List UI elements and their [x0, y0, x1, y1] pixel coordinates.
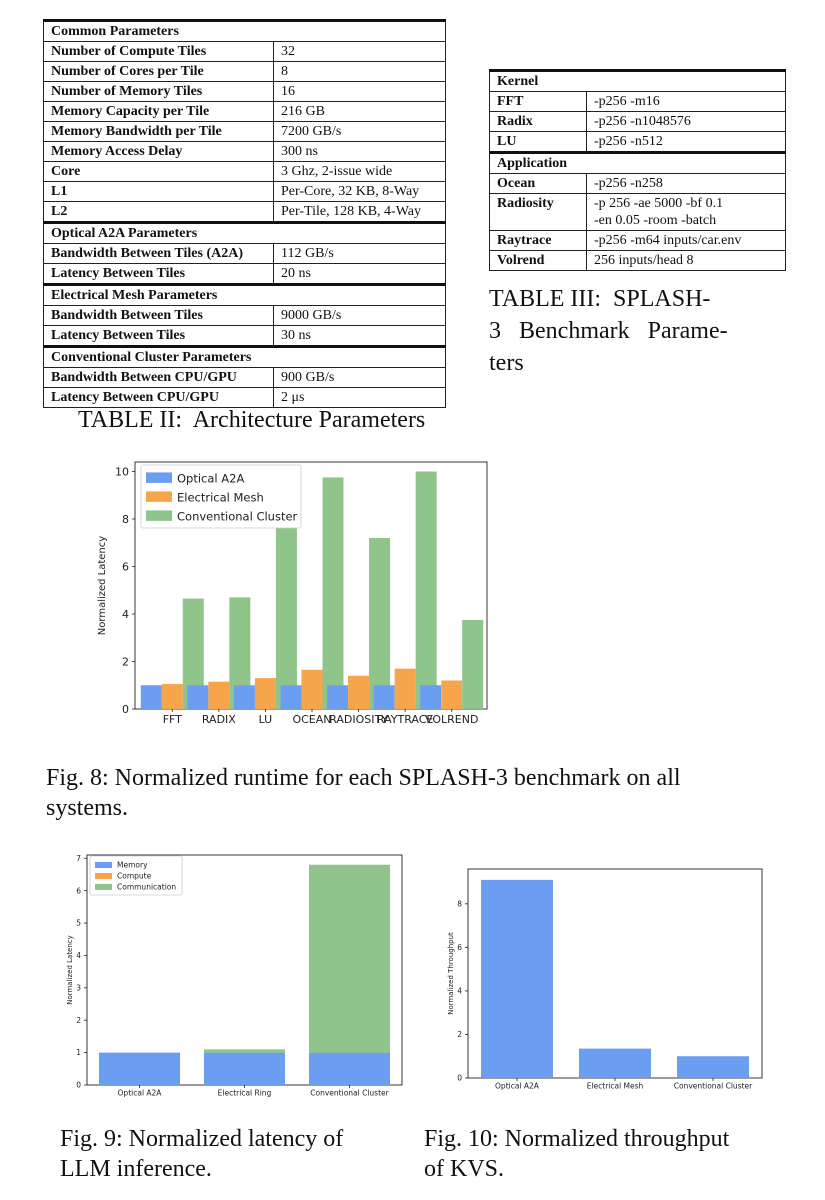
fig10-caption [424, 1124, 804, 1184]
section-title: Application [490, 153, 786, 174]
y-tick-label: 6 [457, 943, 462, 952]
bar-optical-a2a [327, 685, 348, 709]
legend-label: Conventional Cluster [177, 509, 298, 524]
architecture-parameters-table [43, 19, 446, 408]
fig9-chart [50, 845, 405, 1105]
section-header-row [44, 223, 446, 244]
parameter-value: -p256 -n258 [587, 174, 786, 194]
x-tick-label: Optical A2A [117, 1088, 162, 1098]
table-row [490, 231, 786, 251]
table-row [44, 102, 446, 122]
legend-swatch [95, 862, 112, 868]
parameter-name: Bandwidth Between Tiles [44, 306, 274, 326]
section-header-row [490, 71, 786, 92]
legend-swatch [95, 884, 112, 890]
table-row [44, 122, 446, 142]
parameter-name: L2 [44, 202, 274, 223]
y-tick-label: 2 [457, 1030, 462, 1040]
bar-electrical-mesh [255, 678, 276, 709]
section-title: Kernel [490, 71, 786, 92]
x-tick-label: Conventional Cluster [673, 1081, 753, 1091]
y-tick-label: 0 [457, 1073, 462, 1083]
parameter-name: Memory Bandwidth per Tile [44, 122, 274, 142]
fig9-caption [60, 1124, 420, 1184]
bar-memory [309, 1053, 390, 1085]
parameter-name: Bandwidth Between CPU/GPU [44, 368, 274, 388]
legend-label: Communication [117, 882, 177, 892]
section-header-row [490, 153, 786, 174]
bar-throughput [677, 1056, 749, 1078]
parameter-name: Memory Capacity per Tile [44, 102, 274, 122]
table-row [44, 62, 446, 82]
parameter-value: -p256 -n1048576 [587, 112, 786, 132]
parameter-name: LU [490, 132, 587, 153]
parameter-name: Radix [490, 112, 587, 132]
x-tick-label: VOLREND [425, 713, 479, 726]
fig8-caption-line: systems. [46, 795, 129, 821]
y-tick-label: 6 [76, 886, 81, 896]
parameter-name: Radiosity [490, 194, 587, 231]
table-row [44, 42, 446, 62]
fig8-caption-line: Fig. 8: Normalized runtime for each SPLASH-3 benchmark on all [46, 765, 681, 791]
parameter-name: Raytrace [490, 231, 587, 251]
parameter-value: 7200 GB/s [274, 122, 446, 142]
bar-electrical-mesh [208, 682, 229, 709]
table-row [44, 82, 446, 102]
bar-electrical-mesh [348, 676, 369, 709]
table-iii-caption [489, 283, 759, 379]
parameter-value: Per-Tile, 128 KB, 4-Way [274, 202, 446, 223]
table-iii-caption-line: ters [489, 350, 524, 376]
section-header-row [44, 21, 446, 42]
parameter-value: -p 256 -ae 5000 -bf 0.1 -en 0.05 -room -batch [587, 194, 786, 231]
bar-optical-a2a [234, 685, 255, 709]
y-tick-label: 2 [122, 655, 129, 669]
bar-memory [99, 1053, 180, 1085]
x-tick-label: RADIX [201, 713, 236, 726]
x-tick-label: RAYTRACE [376, 713, 434, 726]
parameter-name: Ocean [490, 174, 587, 194]
parameter-value: -p256 -n512 [587, 132, 786, 153]
y-tick-label: 4 [122, 607, 129, 621]
bar-electrical-mesh [302, 670, 323, 709]
legend-label: Optical A2A [177, 471, 245, 486]
parameter-value: 8 [274, 62, 446, 82]
x-tick-label: LU [258, 713, 273, 726]
bar-throughput [481, 880, 553, 1078]
parameter-name: Bandwidth Between Tiles (A2A) [44, 244, 274, 264]
fig9-caption-line: Fig. 9: Normalized latency of [60, 1126, 344, 1152]
y-axis-label: Normalized Latency [97, 535, 108, 636]
table-ii [43, 19, 446, 408]
legend-label: Electrical Mesh [177, 490, 264, 505]
x-tick-label: RADIOSITY [329, 713, 388, 726]
table-row [44, 264, 446, 285]
table-row [44, 182, 446, 202]
section-title: Common Parameters [44, 21, 446, 42]
bar-throughput [579, 1049, 651, 1078]
parameter-name: Number of Cores per Tile [44, 62, 274, 82]
y-tick-label: 6 [122, 560, 129, 574]
x-tick-label: Conventional Cluster [310, 1088, 389, 1098]
bar-optical-a2a [187, 685, 208, 709]
parameter-name: Core [44, 162, 274, 182]
parameter-value: -p256 -m64 inputs/car.env [587, 231, 786, 251]
fig10-caption-line: Fig. 10: Normalized throughput [424, 1126, 730, 1152]
table-row [44, 162, 446, 182]
y-tick-label: 0 [76, 1080, 81, 1090]
bar-optical-a2a [281, 685, 302, 709]
fig10-caption-line: of KVS. [424, 1156, 505, 1182]
bar-conventional-cluster [462, 620, 483, 709]
parameter-name: Latency Between Tiles [44, 326, 274, 347]
bar-communication [309, 865, 390, 1053]
parameter-value: 256 inputs/head 8 [587, 251, 786, 271]
y-tick-label: 8 [457, 899, 462, 909]
fig10-chart [440, 865, 770, 1100]
parameter-value: Per-Core, 32 KB, 8-Way [274, 182, 446, 202]
parameter-name: FFT [490, 92, 587, 112]
legend-label: Compute [117, 871, 152, 881]
bar-conventional-cluster [276, 512, 297, 709]
x-tick-label: OCEAN [292, 713, 332, 726]
table-row [490, 251, 786, 271]
legend-swatch [146, 472, 172, 482]
splash3-benchmark-table [489, 69, 786, 271]
parameter-value: 9000 GB/s [274, 306, 446, 326]
bar-optical-a2a [374, 685, 395, 709]
parameter-value: 900 GB/s [274, 368, 446, 388]
parameter-name: L1 [44, 182, 274, 202]
y-tick-label: 1 [76, 1048, 81, 1058]
parameter-name: Latency Between CPU/GPU [44, 388, 274, 408]
table-row [490, 174, 786, 194]
y-tick-label: 5 [76, 918, 81, 928]
section-title: Electrical Mesh Parameters [44, 285, 446, 306]
table-row [44, 368, 446, 388]
y-tick-label: 2 [76, 1015, 81, 1025]
bar-conventional-cluster [323, 477, 344, 709]
y-axis-label: Normalized Throughput [447, 932, 455, 1015]
bar-electrical-mesh [395, 669, 416, 709]
parameter-value: 32 [274, 42, 446, 62]
y-tick-label: 10 [115, 465, 129, 479]
parameter-value: -p256 -m16 [587, 92, 786, 112]
section-header-row [44, 347, 446, 368]
bar-memory [204, 1053, 285, 1085]
fig8-caption [46, 763, 786, 823]
table-iii-caption-line: TABLE III: SPLASH- [489, 286, 711, 312]
section-header-row [44, 285, 446, 306]
x-tick-label: Electrical Mesh [586, 1081, 644, 1091]
table-row [490, 112, 786, 132]
parameter-value: 216 GB [274, 102, 446, 122]
bar-electrical-mesh [162, 684, 183, 709]
bar-conventional-cluster [369, 538, 390, 709]
table-ii-caption: TABLE II: Architecture Parameters [78, 407, 426, 433]
parameter-value: 16 [274, 82, 446, 102]
legend-label: Memory [117, 860, 148, 870]
y-tick-label: 4 [76, 951, 81, 961]
y-tick-label: 7 [76, 853, 81, 863]
parameter-value: 3 Ghz, 2-issue wide [274, 162, 446, 182]
legend-swatch [95, 873, 112, 879]
parameter-name: Number of Compute Tiles [44, 42, 274, 62]
fig9-caption-line: LLM inference. [60, 1156, 212, 1182]
y-axis-label: Normalized Latency [66, 935, 74, 1005]
table-row [44, 306, 446, 326]
y-tick-label: 4 [457, 986, 462, 996]
table-row [44, 244, 446, 264]
parameter-name: Volrend [490, 251, 587, 271]
y-tick-label: 8 [122, 512, 129, 526]
section-title: Optical A2A Parameters [44, 223, 446, 244]
table-row [490, 92, 786, 112]
bar-optical-a2a [420, 685, 441, 709]
parameter-name: Latency Between Tiles [44, 264, 274, 285]
table-row [44, 326, 446, 347]
table-row [490, 194, 786, 231]
y-tick-label: 3 [76, 983, 81, 993]
x-tick-label: Electrical Ring [217, 1088, 272, 1098]
section-title: Conventional Cluster Parameters [44, 347, 446, 368]
parameter-value: 20 ns [274, 264, 446, 285]
bar-conventional-cluster [416, 472, 437, 710]
x-tick-label: Optical A2A [495, 1081, 539, 1091]
parameter-name: Memory Access Delay [44, 142, 274, 162]
legend-swatch [146, 491, 172, 501]
legend-swatch [146, 510, 172, 520]
bar-communication [204, 1049, 285, 1052]
bar-electrical-mesh [441, 681, 462, 710]
parameter-name: Number of Memory Tiles [44, 82, 274, 102]
y-tick-label: 0 [122, 702, 129, 716]
bar-optical-a2a [141, 685, 162, 709]
parameter-value: 30 ns [274, 326, 446, 347]
table-iii-caption-line: 3 Benchmark Parame- [489, 318, 728, 344]
table-row [44, 142, 446, 162]
x-tick-label: FFT [162, 713, 182, 726]
parameter-value: 112 GB/s [274, 244, 446, 264]
fig8-chart [85, 455, 495, 755]
table-row [44, 202, 446, 223]
table-row [490, 132, 786, 153]
table-iii [489, 69, 786, 271]
parameter-value: 2 μs [274, 388, 446, 408]
parameter-value: 300 ns [274, 142, 446, 162]
